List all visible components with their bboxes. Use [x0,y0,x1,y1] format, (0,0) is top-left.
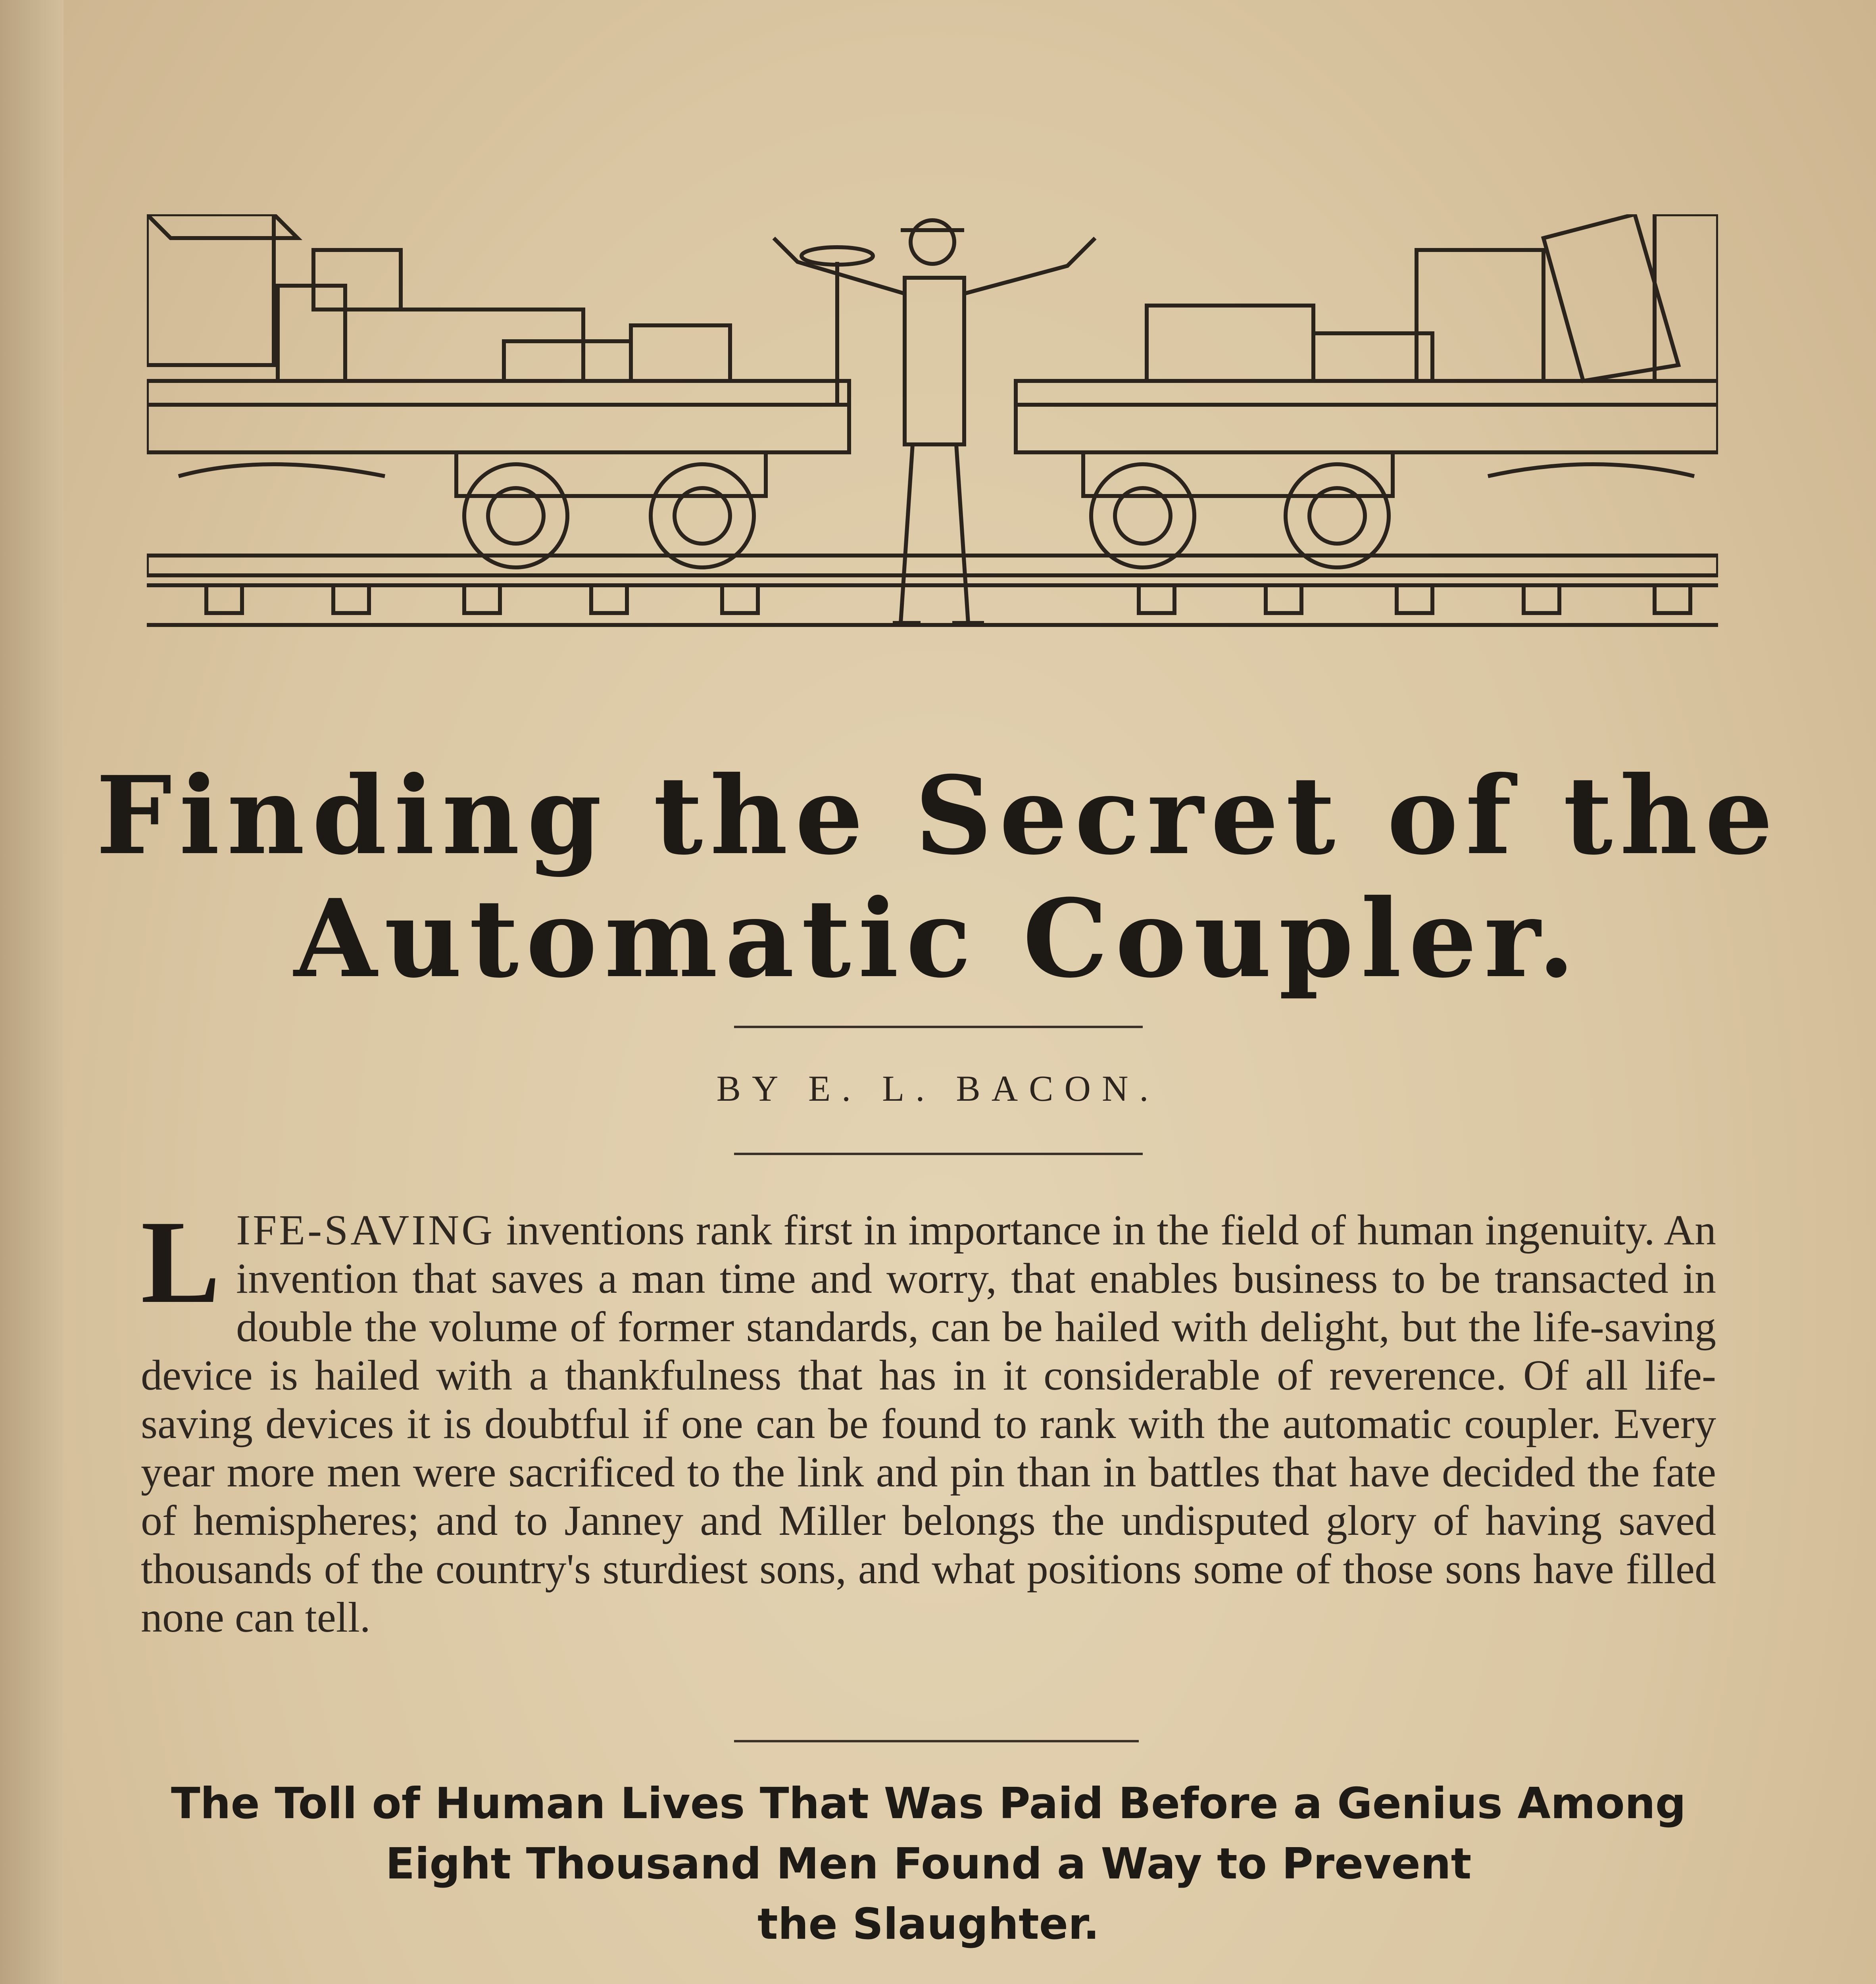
byline: BY E. L. BACON. [716,1068,1160,1109]
section-subheading [141,1774,1716,1955]
intro-paragraph [141,1196,1716,1642]
intro-text: inventions rank first in importance in the field of human ingenuity. An invention that saves a man time and worry, that enables business to be transacted in double the volume of former standards, can be hailed with delight, but the life-saving device is hailed with a thankfulness that has in it considerable of reverence. Of all life-saving devices it is doubtful if one can be found to rank with the automatic coupler. Every year more men were sacrificed to the link and pin than in battles that have decided the fate of hemispheres; and to Janney and Miller belongs the undisputed glory of having saved thousands of the country's sturdiest sons, and what positions some of those sons have filled none can tell. [141,1207,1716,1641]
subheading-line-3: the Slaughter. [757,1899,1099,1949]
divider-rule [734,1740,1139,1742]
article-title-line-1: Finding the Secret of the [96,752,1780,879]
railroad-coupling-illustration [147,214,1718,647]
subheading-line-2: Eight Thousand Men Found a Way to Prevent [385,1839,1472,1889]
divider-rule [734,1026,1143,1028]
article-title-line-2: Automatic Coupler. [294,875,1582,1002]
divider-rule [734,1153,1143,1155]
intro-lead-smallcaps: IFE-SAVING [236,1207,495,1254]
subheading-line-1: The Toll of Human Lives That Was Paid Before a Genius Among [171,1779,1686,1828]
drop-cap-letter: L [141,1196,221,1328]
